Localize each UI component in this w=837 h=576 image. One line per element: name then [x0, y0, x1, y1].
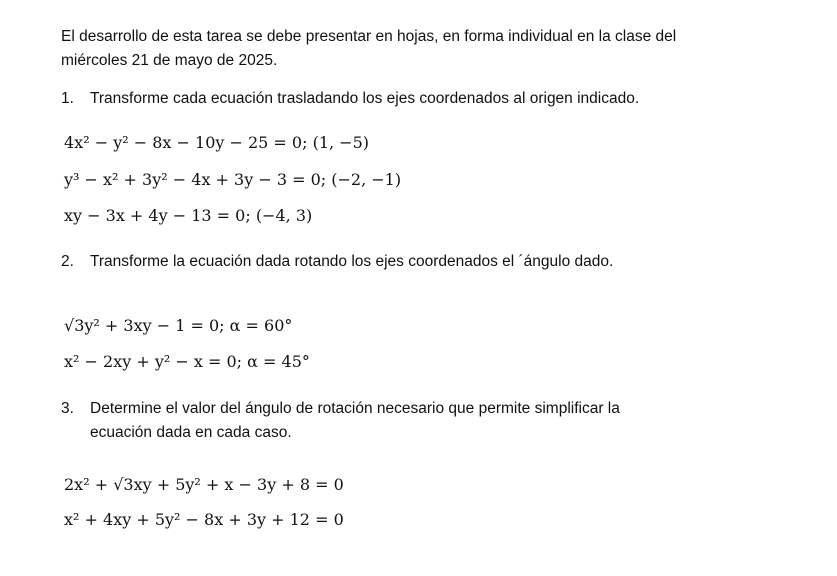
equation-2a	[64, 316, 292, 336]
equation-2a-text: √3y² + 3xy − 1 = 0; α = 60°	[64, 316, 293, 335]
equation-3a-text: 2x² + √3xy + 5y² + x − 3y + 8 = 0	[64, 475, 344, 494]
item-3-number: 3.	[61, 400, 74, 417]
equation-1b-text: y³ − x² + 3y² − 4x + 3y − 3 = 0; (−2, −1)	[64, 170, 402, 189]
intro-line-1: El desarrollo de esta tarea se debe presentar en hojas, en forma individual en la clase del	[61, 28, 677, 45]
equation-1c-text: xy − 3x + 4y − 13 = 0; (−4, 3)	[64, 206, 313, 225]
equation-1a	[64, 133, 369, 153]
equation-2b-text: x² − 2xy + y² − x = 0; α = 45°	[64, 352, 310, 371]
item-3-text-line-2: ecuación dada en cada caso.	[90, 424, 292, 441]
item-2-text: Transforme la ecuación dada rotando los ejes coordenados el ´ángulo dado.	[90, 253, 614, 270]
item-1-number: 1.	[61, 90, 74, 107]
intro-line-2: miércoles 21 de mayo de 2025.	[61, 52, 278, 69]
equation-1b	[64, 170, 401, 190]
item-2-number: 2.	[61, 253, 74, 270]
item-1-text: Transforme cada ecuación trasladando los ejes coordenados al origen indicado.	[90, 90, 640, 107]
equation-3a	[64, 475, 344, 495]
equation-3b-text: x² + 4xy + 5y² − 8x + 3y + 12 = 0	[64, 510, 344, 529]
equation-1a-text: 4x² − y² − 8x − 10y − 25 = 0; (1, −5)	[64, 133, 369, 152]
equation-1c	[64, 206, 312, 226]
item-3-text-line-1: Determine el valor del ángulo de rotación necesario que permite simplificar la	[90, 400, 620, 417]
equation-2b	[64, 352, 310, 372]
equation-3b	[64, 510, 344, 530]
